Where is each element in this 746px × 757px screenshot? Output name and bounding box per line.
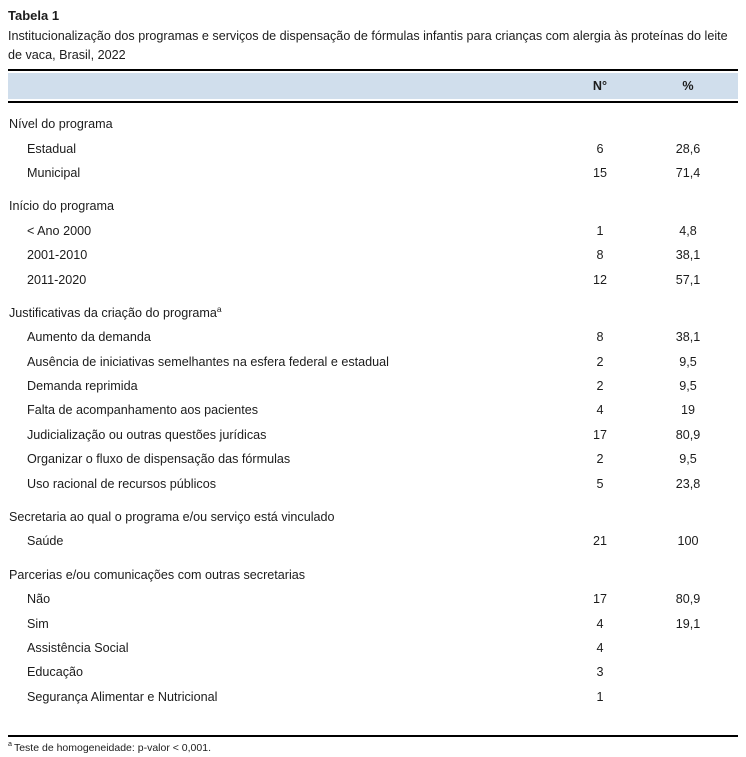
column-header-n: N° [592,79,608,93]
row-n-value: 6 [596,141,604,156]
row-n-value: 4 [596,403,604,418]
table-row [8,267,738,291]
row-n-value: 21 [592,534,607,549]
row-label: Ausência de iniciativas semelhantes na esfera federal e estadual [27,354,389,369]
row-label: 2001-2010 [27,248,88,263]
table-bottom-rule [8,735,738,737]
row-pct-value: 19,1 [675,616,701,631]
row-label: Organizar o fluxo de dispensação das fórmulas [27,452,291,467]
row-label: Estadual [27,141,77,156]
section-header-row [8,301,738,325]
row-n-value: 1 [596,223,604,238]
table-row [8,374,738,398]
row-label: Sim [27,616,49,631]
row-pct-value: 57,1 [675,272,701,287]
table-row [8,423,738,447]
row-label: Aumento da demanda [27,330,151,345]
row-label: Municipal [27,165,81,180]
row-n-value: 3 [596,665,604,680]
table-header-row [8,69,738,103]
table-section [8,194,738,292]
column-header-pct: % [682,79,694,93]
section-header-label: Nível do programa [9,117,113,132]
row-pct-value: 80,9 [675,592,701,607]
table-body [8,112,738,709]
table-row [8,611,738,635]
table-row [8,136,738,160]
row-pct-value: 4,8 [679,223,697,238]
row-pct-value: 9,5 [679,452,697,467]
table-row [8,447,738,471]
table-section [8,505,738,554]
row-n-value: 17 [592,592,607,607]
row-label: Falta de acompanhamento aos pacientes [27,403,259,418]
row-pct-value: 100 [677,534,699,549]
section-header-row [8,563,738,587]
row-label: Assistência Social [27,641,129,655]
row-label: Saúde [27,534,64,549]
table-header-band [8,73,738,99]
table-row [8,636,738,660]
table-section [8,563,738,709]
table-section [8,112,738,185]
row-n-value: 2 [596,379,604,394]
row-pct-value: 38,1 [675,248,701,263]
row-pct-value: 71,4 [675,165,701,180]
table-row [8,471,738,495]
row-n-value: 1 [596,689,604,704]
table-section [8,301,738,496]
row-n-value: 2 [596,354,604,369]
row-n-value: 15 [592,165,607,180]
row-n-value: 8 [596,330,604,345]
table-caption: Institucionalização dos programas e serviços de dispensação de fórmulas infantis para crianças com alergia às proteínas do leite de vaca, Brasil, 2022 [8,29,728,62]
section-header-row [8,112,738,136]
section-header-row [8,194,738,218]
row-label: Uso racional de recursos públicos [27,476,216,491]
row-pct-value: 23,8 [675,476,701,491]
table-row [8,161,738,185]
row-n-value: 5 [596,476,604,491]
section-header-label: Secretaria ao qual o programa e/ou serviço está vinculado [9,510,335,525]
table-row [8,350,738,374]
section-header-label: Início do programa [9,199,115,214]
row-label: Segurança Alimentar e Nutricional [27,689,218,704]
row-label: 2011-2020 [27,272,87,287]
row-pct-value: 28,6 [675,141,701,156]
table-row [8,587,738,611]
section-header-label: Parcerias e/ou comunicações com outras secretarias [9,567,306,582]
table-row [8,325,738,349]
row-n-value: 2 [596,452,604,467]
table-row [8,398,738,422]
table-row [8,219,738,243]
row-label: Educação [27,665,84,680]
row-pct-value: 38,1 [675,330,701,345]
footnote-marker: a [8,740,12,749]
table-label: Tabela 1 [8,8,60,23]
row-label: Demanda reprimida [27,379,138,394]
row-label: Judicialização ou outras questões jurídicas [27,427,267,442]
footnote-text: Teste de homogeneidade: p-valor < 0,001. [13,741,211,754]
table-row [8,660,738,684]
row-pct-value: 9,5 [679,354,697,369]
section-header-label: Justificativas da criação do programa$^a$ [9,303,222,320]
row-n-value: 17 [592,427,607,442]
row-n-value: 4 [596,616,604,631]
table-row [8,243,738,267]
row-pct-value: 19 [680,403,695,418]
table-row [8,529,738,553]
row-n-value: 12 [592,272,607,287]
row-n-value: 8 [596,248,604,263]
row-pct-value: 9,5 [679,379,697,394]
section-header-superscript: a [216,303,222,314]
section-header-row [8,505,738,529]
row-label: Não [27,592,51,607]
table-row [8,685,738,709]
row-n-value: 4 [596,641,604,655]
row-label: < Ano 2000 [27,223,92,238]
row-pct-value: 80,9 [675,427,701,442]
table-footnote [8,741,738,755]
